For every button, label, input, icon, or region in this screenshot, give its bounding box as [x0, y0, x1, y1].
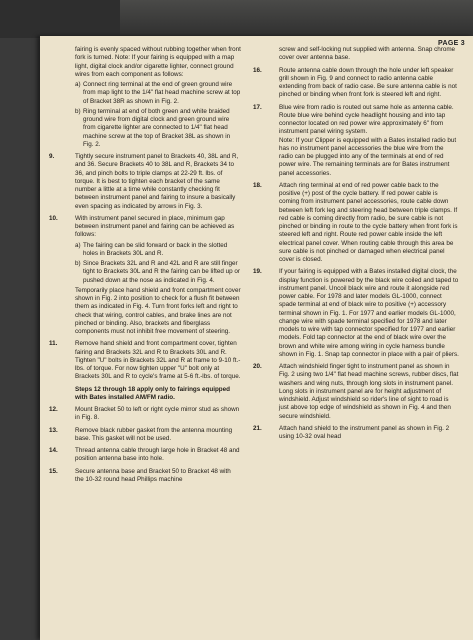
instruction-step: [249, 46, 459, 63]
step-text: Route antenna cable down through the hole under left speaker grill shown in Fig. 9 and connect to radio antenna cable extending from back of radio case. Be sure antenna cable is not pinched or binding when front fork is steered left and right.: [279, 66, 457, 99]
instruction-step: [249, 268, 459, 359]
step-number: 14.: [49, 447, 58, 454]
sub-step: [75, 81, 241, 106]
sub-step: [75, 260, 241, 285]
scanner-lid: [120, 0, 473, 38]
step-text: screw and self-locking nut supplied with antenna. Snap chrome cover over antenna base.: [279, 46, 456, 62]
sub-step-label: a): [75, 81, 81, 88]
instruction-step: [45, 386, 241, 403]
step-text: Mount Bracket 50 to left or right cycle mirror stud as shown in Fig. 8.: [75, 406, 240, 422]
step-text: Attach windshield finger tight to instrument panel as shown in Fig. 2 using two 1/4" flat head machine screws, rubber discs, flat washers and wing nuts, through long slots in instrument panel. Long slots in instrument panel are for height adjustment of windshield. Adjust windshield so rider's line of sight to road is just above top edge of windshield as shown in Fig. 4 and then secure windshield.: [279, 363, 459, 420]
step-number: 18.: [253, 181, 262, 189]
instruction-step: [249, 104, 459, 178]
instruction-step: [45, 447, 241, 464]
step-number: 9.: [49, 153, 55, 160]
step-continuation: Note: If your Clipper is equipped with a Bates installed radio but has no instrument panel accessories the blue wire from the radio can be plugged into any of the terminals at end of red power wire. The remaining terminals are for Bates instrument panel accessories.: [279, 136, 457, 177]
step-text: Remove hand shield and front compartment cover, tighten fairing and Brackets 32L and R to Brackets 30L and R. Tighten "U" bolts in Brackets 32L and R at frame to 9-10 ft.-lbs. of torque. For now tighten upper "U" bolt only at Brackets 30L and R to cycle's frame at 5-6 ft.-lbs. of torque.: [75, 340, 241, 381]
left-column: [45, 46, 241, 488]
step-number: 10.: [49, 214, 58, 222]
sub-step: [75, 242, 241, 259]
right-column: [249, 46, 459, 445]
step-text: Attach ring terminal at end of red power cable back to the positive (+) post of the cycle battery. If red power cable is coming from instrument panel accessories, route cable down between left fork leg and steering head between triple clamps. If red cable is coming directly from radio, be sure cable is not pinched or binding in route to the cycle battery when front fork is steered left and right. Route red power cable inside the left electrical panel cover. When routing cable through this area be sure cable is not pinched or damaged when electrical panel cover is closed.: [279, 181, 458, 263]
page-number: PAGE 3: [438, 40, 465, 47]
instruction-step: [249, 67, 459, 100]
step-number: 17.: [253, 103, 262, 111]
step-text: Tightly secure instrument panel to Brackets 40, 38L and R, and 36. Secure Brackets 40 to 38L and R, Brackets 34 to 36, and pinch bolts to triple clamps at 22-29 ft. lbs. of torque. It is best to tighten each bracket of the same number a little at a time while constantly checking fit between instrument panel and fairing to insure a basically even spacing as indicated by arrows in Fig. 3.: [75, 153, 239, 210]
instruction-step: [45, 46, 241, 149]
step-text: Remove black rubber gasket from the antenna mounting base. This gasket will not be used.: [75, 426, 233, 442]
instruction-step: [45, 215, 241, 337]
instruction-step: [45, 427, 241, 444]
sub-step-text: Since Brackets 32L and R and 42L and R are still finger tight to Brackets 30L and R the fairing can be lifted up or pushed down at the nose as indicated in Fig. 4.: [83, 260, 240, 284]
step-number: 13.: [49, 426, 58, 434]
sub-step-label: b): [75, 260, 81, 267]
document-page: [40, 36, 473, 640]
step-number: 11.: [49, 340, 58, 348]
step-number: 16.: [253, 66, 262, 74]
instruction-step: [249, 363, 459, 421]
sub-step-text: Connect ring terminal at the end of green ground wire from map light to the 1/4" flat head machine screw at top of Bracket 38R as shown in Fig. 2.: [83, 81, 241, 105]
step-number: 19.: [253, 268, 262, 276]
step-number: 21.: [253, 424, 262, 432]
step-text: With instrument panel secured in place, minimum gap between instrument panel and fairing can be achieved as follows:: [75, 214, 235, 239]
step-text: Attach hand shield to the instrument panel as shown in Fig. 2 using 10-32 oval head: [279, 424, 450, 440]
instruction-step: [45, 406, 241, 423]
instruction-step: [45, 340, 241, 381]
instruction-step: [249, 182, 459, 265]
instruction-step: [249, 425, 459, 442]
step-number: 20.: [253, 363, 262, 370]
step-number: 15.: [49, 467, 58, 475]
sub-step: [75, 108, 241, 149]
step-text: Secure antenna base and Bracket 50 to Bracket 48 with the 10-32 round head Phillips machine: [75, 467, 231, 483]
step-text: fairing is evenly spaced without rubbing together when front fork is turned. Note: If your fairing is equipped with a map light, digital clock and/or cigarette lighter, connect ground wires from each component as follows:: [75, 46, 241, 78]
sub-step-label: a): [75, 241, 81, 249]
step-text: If your fairing is equipped with a Bates installed digital clock, the display function is powered by the black wire coiled and taped to instrument panel. Uncoil black wire and route it alongside red power cable. For 1978 and later models GL-1000, connect spade terminal at end of black wire to positive (+) accessory terminal shown in Fig. 1. For 1977 and earlier models GL-1000, change wire with spade terminal specified for 1978 and later models to wire with tap connector specified for 1977 and earlier models. Fold tap connector at the end of black wire over the brown and white wire among wiring in cycle harness bundle shown in Fig. 1. Snap tap connector in place with a pair of pliers.: [279, 268, 459, 358]
sub-step-label: b): [75, 107, 81, 115]
step-number: 12.: [49, 406, 58, 413]
instruction-step: [45, 153, 241, 211]
instruction-step: [45, 468, 241, 485]
sub-step-text: The fairing can be slid forward or back in the slotted holes in Brackets 30L and R.: [83, 241, 228, 257]
step-text: Blue wire from radio is routed out same hole as antenna cable. Route blue wire behind cycle headlight housing and into tap connector located on red power wire approximately 6" from instrument panel wiring system.: [279, 103, 454, 136]
step-text: Thread antenna cable through large hole in Bracket 48 and position antenna base into hole.: [75, 447, 240, 463]
sub-step-text: Ring terminal at end of both green and white braided ground wire from digital clock and green ground wire from cigarette lighter are connected to 1/4" flat head machine screw at the top of Bracket 38L as shown in Fig. 2.: [83, 107, 231, 148]
step-continuation: Temporarily place hand shield and front compartment cover shown in Fig. 2 into position to check for a flush fit between them as indicated in Fig. 4. Turn front forks left and right to check that wiring, control cables, and brake lines are not pinched or binding. Also, brackets and fiberglass components must not inhibit free movement of steering.: [75, 286, 241, 335]
step-text: Steps 12 through 18 apply only to fairings equipped with Bates installed AM/FM radio.: [75, 385, 230, 401]
